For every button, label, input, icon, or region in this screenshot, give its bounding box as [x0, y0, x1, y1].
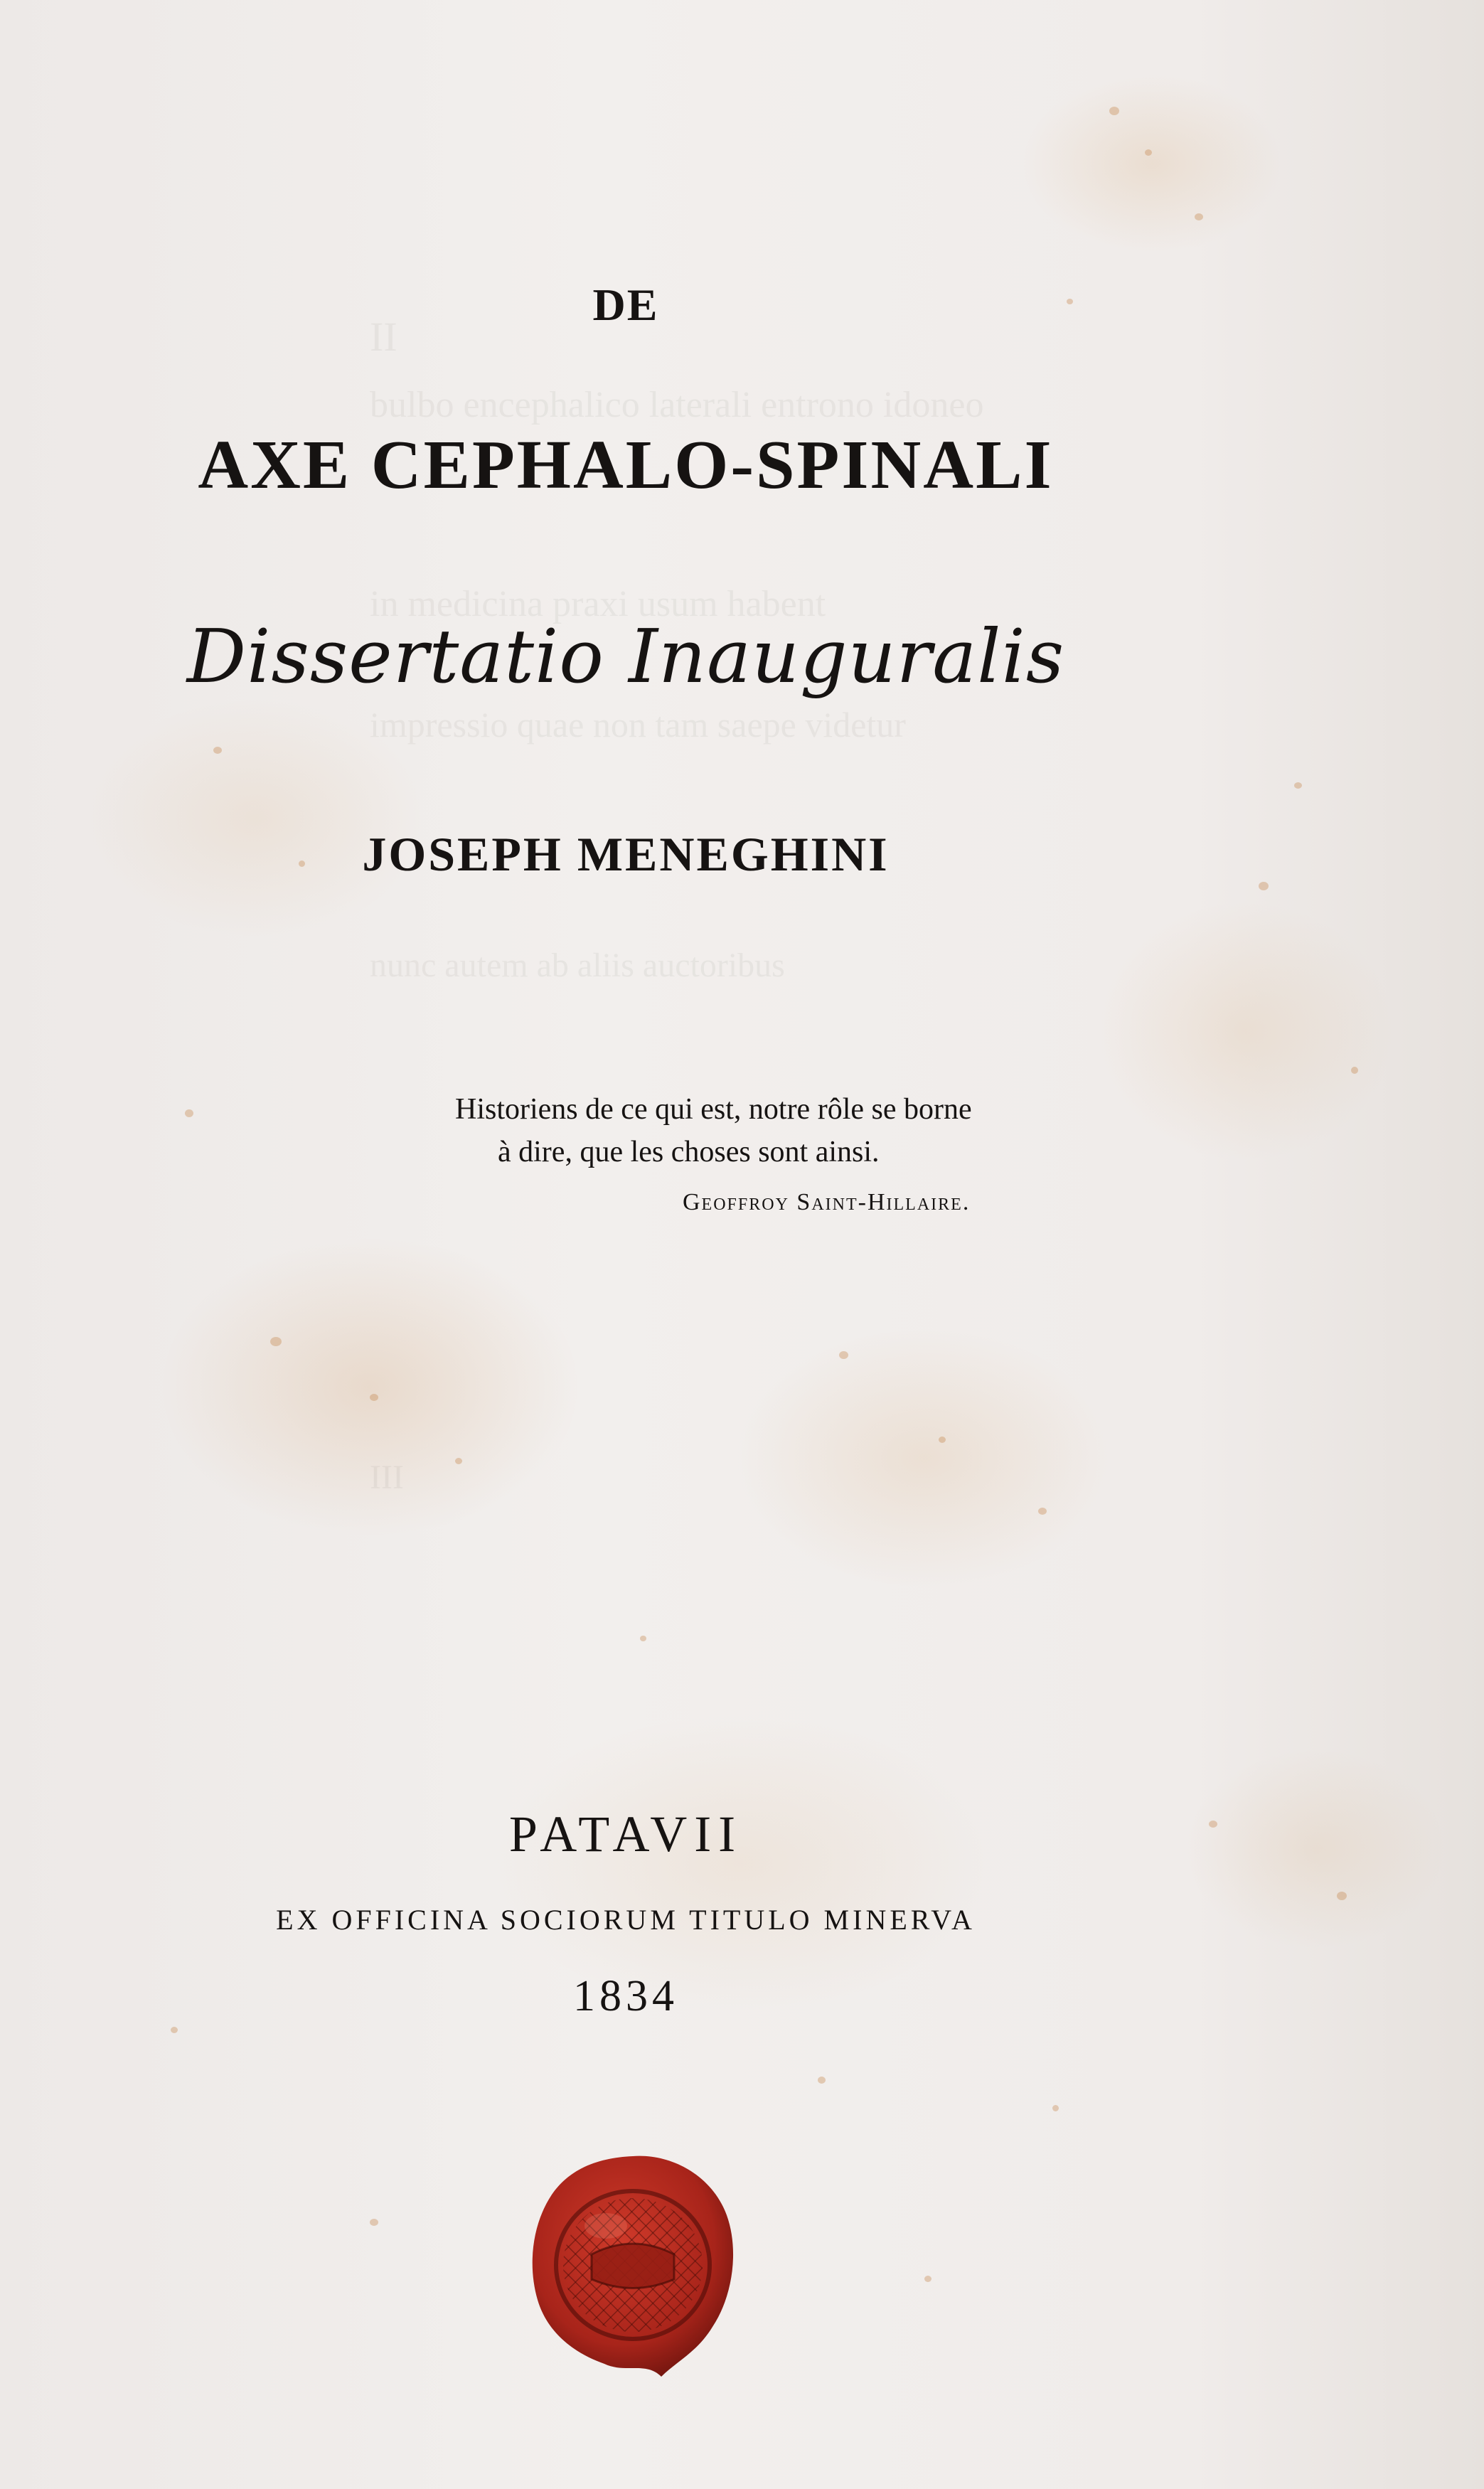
show-through-text: bulbo encephalico laterali entrono idoneo: [370, 385, 984, 425]
foxing-spot: [1038, 1508, 1047, 1515]
foxing-spot: [213, 747, 222, 754]
book-title: AXE CEPHALO-SPINALI: [198, 427, 1054, 503]
imprint-place: PATAVII: [508, 1806, 743, 1862]
foxing-spot: [455, 1458, 462, 1464]
foxing-spot: [1351, 1067, 1358, 1074]
imprint-publisher: EX OFFICINA SOCIORUM TITULO MINERVA: [276, 1904, 976, 1936]
epigraph-attribution: Geoffroy Saint-Hillaire.: [683, 1189, 971, 1215]
foxing-spot: [939, 1437, 946, 1443]
foxing-spot: [1109, 107, 1119, 115]
foxing-spot: [1052, 2105, 1059, 2111]
show-through-text: impressio quae non tam saepe videtur: [370, 705, 906, 745]
book-subtitle: Dissertatio Inauguralis: [186, 613, 1065, 700]
foxing-spot: [185, 1109, 193, 1117]
foxing-spot: [1337, 1892, 1347, 1900]
foxing-spot: [640, 1636, 646, 1641]
foxing-spot: [818, 2077, 826, 2084]
foxing-spot: [924, 2276, 931, 2282]
foxing-spot: [171, 2027, 178, 2033]
foxing-spot: [1259, 882, 1269, 890]
foxing-spot: [270, 1337, 282, 1346]
foxing-spot: [1195, 213, 1203, 220]
wax-seal-icon: [526, 2148, 740, 2382]
author-name: JOSEPH MENEGHINI: [362, 827, 890, 881]
foxing-spot: [1145, 149, 1152, 156]
epigraph-line: Historiens de ce qui est, notre rôle se borne: [455, 1093, 972, 1126]
show-through-text: II: [370, 314, 397, 360]
foxing-spot: [1294, 782, 1302, 789]
foxing-spot: [839, 1351, 848, 1359]
show-through-text: III: [370, 1459, 404, 1496]
foxing-spot: [370, 1394, 378, 1401]
heading-prefix: DE: [592, 279, 659, 330]
imprint-year: 1834: [573, 1972, 678, 2020]
epigraph-line: à dire, que les choses sont ainsi.: [498, 1136, 880, 1168]
show-through-text: in medicina praxi usum habent: [370, 584, 826, 624]
show-through-text: nunc autem ab aliis auctoribus: [370, 947, 785, 984]
foxing-spot: [370, 2219, 378, 2226]
